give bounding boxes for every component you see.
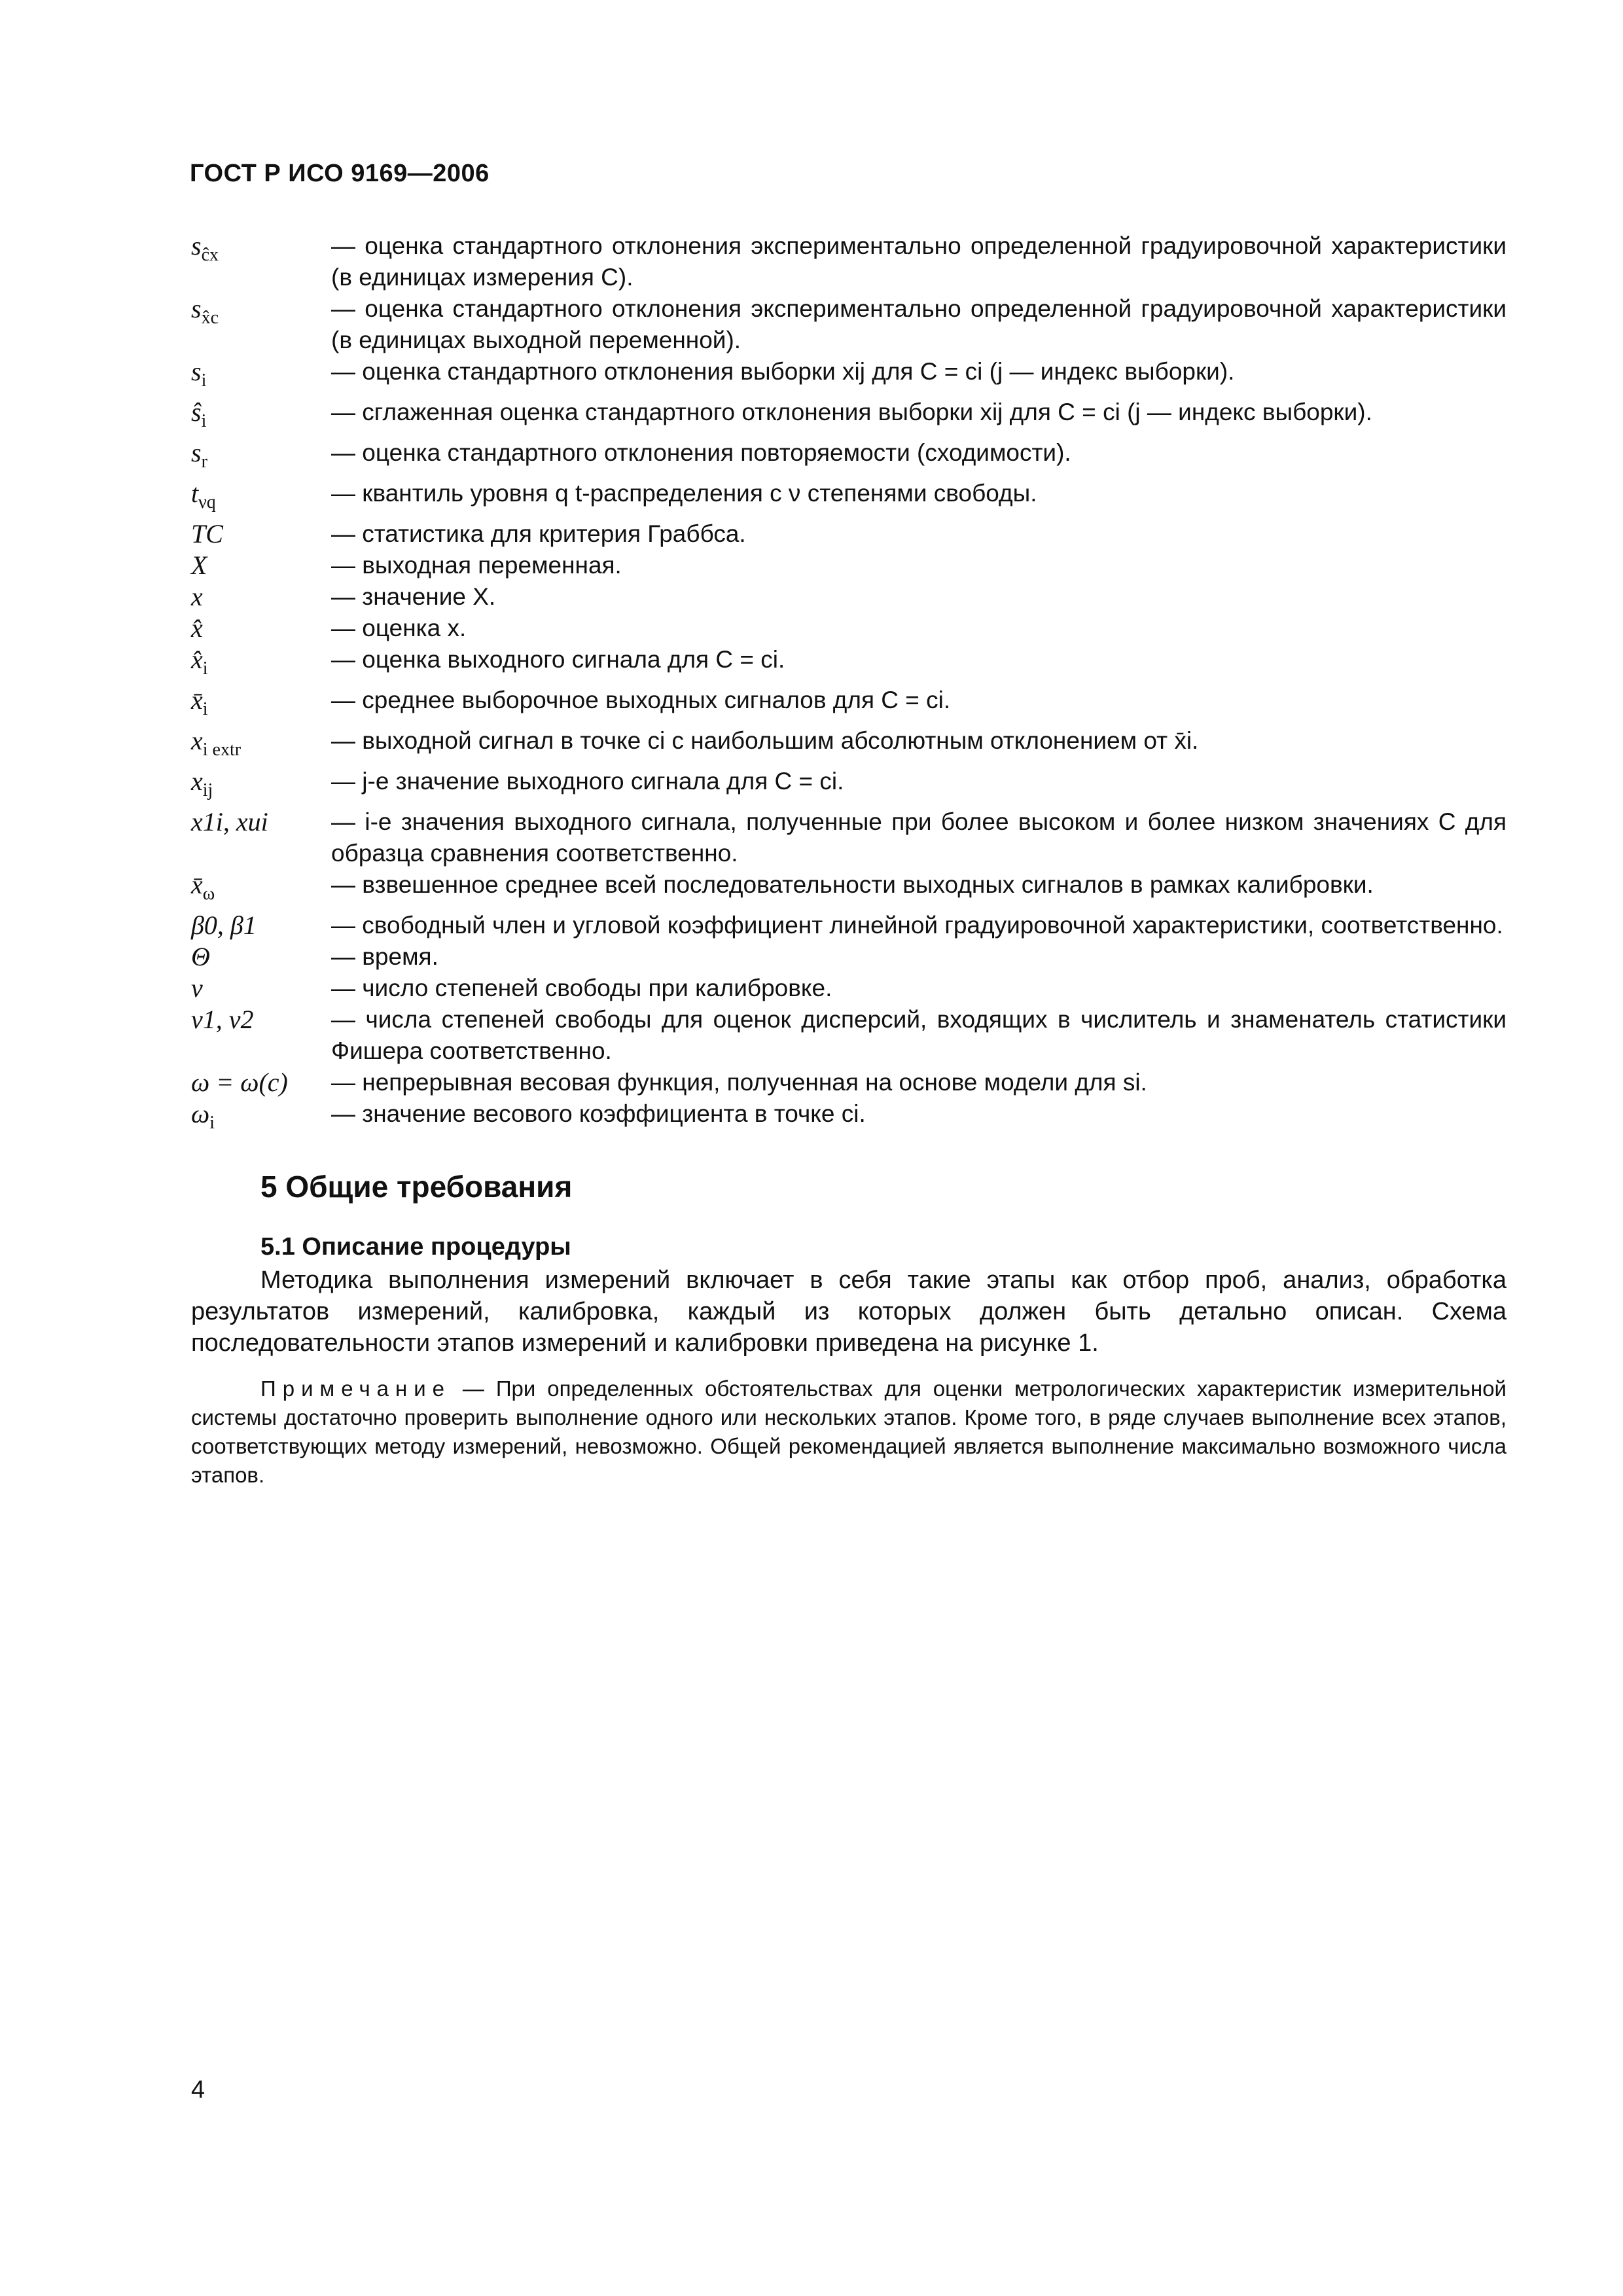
symbol-subscript: i <box>202 699 208 719</box>
symbol-description: — свободный член и угловой коэффициент линейной градуировочной характеристики, соответственно. <box>331 912 1503 939</box>
symbol-description: — оценка выходного сигнала для C = ci. <box>331 646 785 673</box>
symbol <box>191 230 331 293</box>
body-paragraph: Методика выполнения измерений включает в себя такие этапы как отбор проб, анализ, обработка результатов измерений, калибровка, каждый из которых должен быть детально описан. Схема последовательности этапов измерений и калибровки приведена на рисунке 1. <box>191 1266 1507 1357</box>
symbol-main: x̄ <box>191 685 203 715</box>
symbol-row <box>191 293 1507 356</box>
symbol-description: — взвешенное среднее всей последовательности выходных сигналов в рамках калибровки. <box>331 871 1374 898</box>
symbol-subscript: ω <box>202 884 215 904</box>
symbol-row <box>191 613 1507 644</box>
section-title: 5 Общие требования <box>260 1170 573 1204</box>
symbol-description: — i-е значения выходного сигнала, полученные при более высоком и более низком значениях C для образца сравнения соответственно. <box>331 808 1507 867</box>
document-header: ГОСТ Р ИСО 9169—2006 <box>190 160 490 187</box>
symbol-subscript: x̂c <box>201 308 219 328</box>
symbol-description: — оценка стандартного отклонения повторяемости (сходимости). <box>331 439 1071 466</box>
symbol-description: — выходная переменная. <box>331 552 622 579</box>
symbol-subscript: ij <box>202 780 213 800</box>
symbol-row <box>191 230 1507 293</box>
symbol-main: t <box>191 478 199 508</box>
symbol <box>191 685 331 725</box>
symbol <box>191 293 331 356</box>
symbol <box>191 356 331 397</box>
symbol-main: ω <box>191 1099 210 1128</box>
subsection-title: 5.1 Описание процедуры <box>260 1233 571 1261</box>
symbol-main: x̄ <box>191 870 203 899</box>
symbol-main: x <box>191 726 203 755</box>
symbol-description: — время. <box>331 943 438 970</box>
symbol-main: X <box>191 550 207 580</box>
symbol-description: — среднее выборочное выходных сигналов для C = ci. <box>331 687 951 713</box>
symbol-description: — сглаженная оценка стандартного отклонения выборки xij для C = ci (j — индекс выборки). <box>331 399 1372 425</box>
symbol-subscript: i <box>201 411 207 431</box>
symbol-main: x <box>191 582 203 611</box>
symbol <box>191 550 331 581</box>
symbol-row <box>191 910 1507 941</box>
note-paragraph <box>191 1374 1507 1490</box>
symbol-description: — непрерывная весовая функция, полученная на основе модели для si. <box>331 1069 1147 1096</box>
symbol-row <box>191 941 1507 973</box>
symbol <box>191 581 331 613</box>
symbol-main: s <box>191 357 202 386</box>
symbol-row <box>191 1004 1507 1067</box>
symbol-main: ω = ω(c) <box>191 1067 288 1097</box>
symbol-row <box>191 725 1507 766</box>
symbol-row <box>191 685 1507 725</box>
symbol-description: — оценка x. <box>331 615 467 641</box>
symbol <box>191 1098 331 1139</box>
symbol <box>191 766 331 806</box>
symbol-subscript: i extr <box>202 740 241 760</box>
symbol-main: x̂ <box>191 613 203 643</box>
symbol <box>191 478 331 518</box>
symbol-main: x̂ <box>191 645 203 674</box>
symbol-row <box>191 766 1507 806</box>
symbol-subscript: i <box>202 658 208 679</box>
symbol-main: Θ <box>191 942 210 971</box>
symbol-main: ŝ <box>191 397 202 427</box>
symbol-row <box>191 518 1507 550</box>
symbol <box>191 910 331 941</box>
symbol <box>191 1067 331 1098</box>
symbol-description: — значение X. <box>331 583 496 610</box>
symbol <box>191 806 331 869</box>
symbol <box>191 1004 331 1067</box>
symbol-row <box>191 581 1507 613</box>
symbol-row <box>191 1098 1507 1139</box>
symbol-row <box>191 478 1507 518</box>
symbol-main: x1i, xui <box>191 807 268 836</box>
symbol <box>191 973 331 1004</box>
symbol-subscript: νq <box>198 492 216 512</box>
symbol <box>191 397 331 437</box>
symbol-subscript: i <box>201 370 207 391</box>
symbol-main: s <box>191 294 202 323</box>
symbol-row <box>191 356 1507 397</box>
symbol-description: — выходной сигнал в точке ci с наибольшим абсолютным отклонением от x̄i. <box>331 727 1199 754</box>
symbol <box>191 869 331 910</box>
symbol-description: — оценка стандартного отклонения экспериментально определенной градуировочной характеристики (в единицах выходной переменной). <box>331 295 1507 353</box>
symbol <box>191 518 331 550</box>
symbol-description: — оценка стандартного отклонения экспериментально определенной градуировочной характеристики (в единицах измерения C). <box>331 232 1507 291</box>
symbol-main: s <box>191 438 202 467</box>
symbol-main: s <box>191 231 202 260</box>
symbol-description: — значение весового коэффициента в точке ci. <box>331 1100 866 1127</box>
symbol-row <box>191 397 1507 437</box>
symbol-subscript: ĉx <box>201 245 219 265</box>
symbol-main: ν1, ν2 <box>191 1005 254 1034</box>
symbol <box>191 941 331 973</box>
symbol <box>191 725 331 766</box>
symbol-main: ν <box>191 973 203 1003</box>
symbol <box>191 644 331 685</box>
symbol-description: — числа степеней свободы для оценок дисперсий, входящих в числитель и знаменатель статистики Фишера соответственно. <box>331 1006 1507 1064</box>
symbol-description: — статистика для критерия Граббса. <box>331 520 746 547</box>
symbol <box>191 437 331 478</box>
symbol-row <box>191 973 1507 1004</box>
symbol-description: — квантиль уровня q t-распределения с ν степенями свободы. <box>331 480 1037 507</box>
note-text: — При определенных обстоятельствах для оценки метрологических характеристик измерительной системы достаточно проверить выполнение одного или нескольких этапов. Кроме того, в ряде случаев выполнение всех этапов, соответствующих методу измерений, невозможно. Общей рекомендацией является выполнение максимально возможного числа этапов. <box>191 1376 1507 1487</box>
note-label: Примечание <box>260 1376 452 1401</box>
symbol-row <box>191 437 1507 478</box>
symbol-main: TC <box>191 519 223 548</box>
symbol <box>191 613 331 644</box>
symbol-main: β0, β1 <box>191 910 257 940</box>
symbol-description: — j-е значение выходного сигнала для C = ci. <box>331 768 844 795</box>
symbol-description: — оценка стандартного отклонения выборки xij для C = ci (j — индекс выборки). <box>331 358 1235 385</box>
symbol-row <box>191 869 1507 910</box>
symbol-main: x <box>191 766 203 796</box>
symbol-description: — число степеней свободы при калибровке. <box>331 975 832 1001</box>
symbols-list <box>191 230 1507 1139</box>
symbol-subscript: r <box>201 452 207 472</box>
symbol-subscript: i <box>209 1113 215 1133</box>
symbol-row <box>191 644 1507 685</box>
symbol-row <box>191 806 1507 869</box>
page-number: 4 <box>191 2076 205 2104</box>
symbol-row <box>191 1067 1507 1098</box>
symbol-row <box>191 550 1507 581</box>
